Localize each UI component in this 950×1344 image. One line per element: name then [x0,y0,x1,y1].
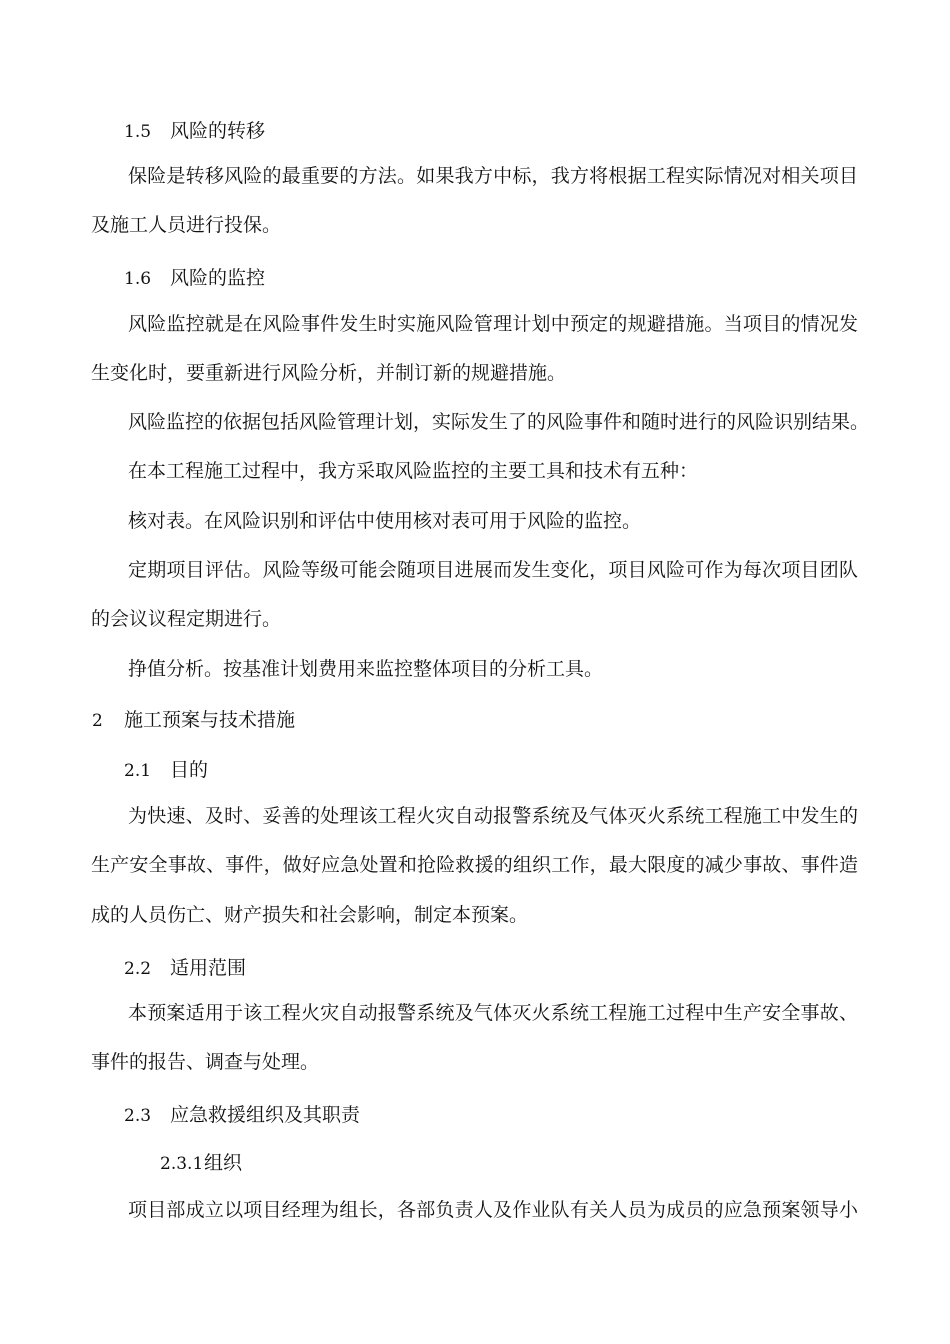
section-title: 施工预案与技术措施 [124,709,296,731]
section-number: 2.3 [124,1106,152,1126]
section-number: 2 [92,711,103,731]
paragraph-line: 的会议议程定期进行。 [91,608,282,630]
section-heading-2-3 [124,1102,360,1129]
paragraph-line: 本预案适用于该工程火灾自动报警系统及气体灭火系统工程施工过程中生产安全事故、 [128,1002,858,1024]
section-title: 风险的转移 [170,120,266,142]
paragraph-line: 生产安全事故、事件，做好应急处置和抢险救援的组织工作，最大限度的减少事故、事件造 [91,854,858,876]
section-title: 应急救援组织及其职责 [170,1104,361,1126]
paragraph-line: 成的人员伤亡、财产损失和社会影响，制定本预案。 [91,904,529,926]
section-heading-2-3-1 [160,1150,242,1177]
section-title: 风险的监控 [170,267,266,289]
section-heading-2-1 [124,757,208,784]
paragraph-line: 项目部成立以项目经理为组长，各部负责人及作业队有关人员为成员的应急预案领导小 [128,1199,858,1221]
paragraph-line: 及施工人员进行投保。 [91,214,282,236]
section-number: 1.6 [124,269,152,289]
section-title: 组织 [204,1152,243,1174]
paragraph-line: 保险是转移风险的最重要的方法。如果我方中标，我方将根据工程实际情况对相关项目 [128,165,858,187]
paragraph-line: 生变化时，要重新进行风险分析，并制订新的规避措施。 [91,362,567,384]
paragraph-line: 在本工程施工过程中，我方采取风险监控的主要工具和技术有五种： [128,460,699,482]
section-number: 2.3.1 [160,1154,204,1174]
section-number: 1.5 [124,122,152,142]
paragraph-line: 风险监控就是在风险事件发生时实施风险管理计划中预定的规避措施。当项目的情况发 [128,313,858,335]
section-heading-1-5 [124,118,265,145]
section-heading-2 [92,707,295,734]
section-title: 目的 [170,759,209,781]
paragraph-line: 风险监控的依据包括风险管理计划，实际发生了的风险事件和随时进行的风险识别结果。 [128,411,870,433]
paragraph-line: 挣值分析。按基准计划费用来监控整体项目的分析工具。 [128,658,604,680]
paragraph-line: 定期项目评估。风险等级可能会随项目进展而发生变化，项目风险可作为每次项目团队 [128,559,858,581]
section-number: 2.2 [124,959,152,979]
paragraph-line: 核对表。在风险识别和评估中使用核对表可用于风险的监控。 [128,510,642,532]
section-title: 适用范围 [170,957,247,979]
paragraph-line: 为快速、及时、妥善的处理该工程火灾自动报警系统及气体灭火系统工程施工中发生的 [128,805,858,827]
section-heading-1-6 [124,265,265,292]
section-heading-2-2 [124,955,246,982]
paragraph-line: 事件的报告、调查与处理。 [91,1051,320,1073]
section-number: 2.1 [124,761,152,781]
